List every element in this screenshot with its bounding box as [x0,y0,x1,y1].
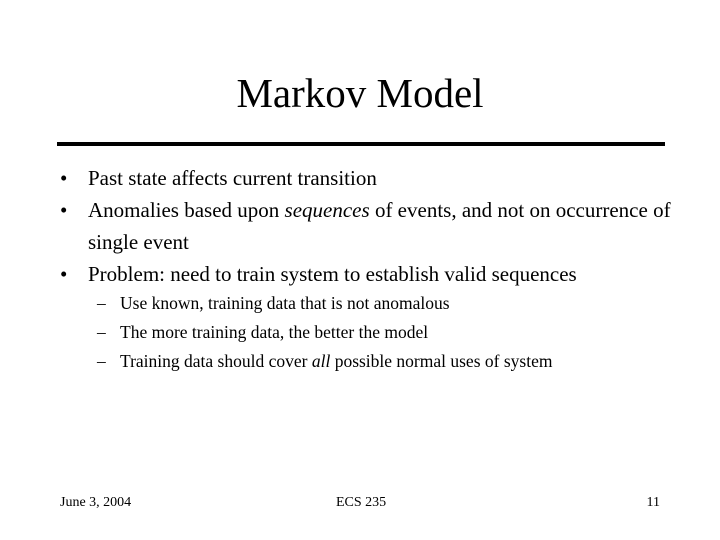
bullet-marker: • [60,166,68,190]
sub-bullet-text-start: Training data should cover [120,351,312,371]
sub-bullet-list [97,289,697,376]
bullet-item [60,162,680,194]
sub-bullet-text: Use known, training data that is not anomalous [120,293,450,313]
bullet-text: Past state affects current transition [88,166,377,190]
sub-bullet-marker: – [97,293,106,313]
sub-bullet-text: The more training data, the better the model [120,322,429,342]
bullet-item [60,194,680,258]
sub-bullet-marker: – [97,322,106,342]
footer-course: ECS 235 [336,495,387,510]
title-divider [57,142,665,146]
sub-bullet-text-end: possible normal uses of system [330,351,553,371]
bullet-marker: • [60,198,68,222]
bullet-marker: • [60,262,68,286]
sub-bullet-marker: – [97,351,106,371]
bullet-list [60,162,680,290]
bullet-text-end: of events, and not on occurrence of single event [88,198,671,254]
sub-bullet-item [97,347,697,376]
bullet-text: Problem: need to train system to establish valid sequences [88,262,577,286]
slide-title: Markov Model [236,70,484,116]
sub-bullet-item [97,318,697,347]
bullet-text-start: Anomalies based upon [88,198,285,222]
bullet-emphasis: sequences [284,198,370,222]
footer-date: June 3, 2004 [60,495,132,510]
bullet-item [60,258,680,290]
footer-page-number: 11 [646,495,660,510]
sub-bullet-emphasis: all [311,351,331,371]
sub-bullet-item [97,289,697,318]
